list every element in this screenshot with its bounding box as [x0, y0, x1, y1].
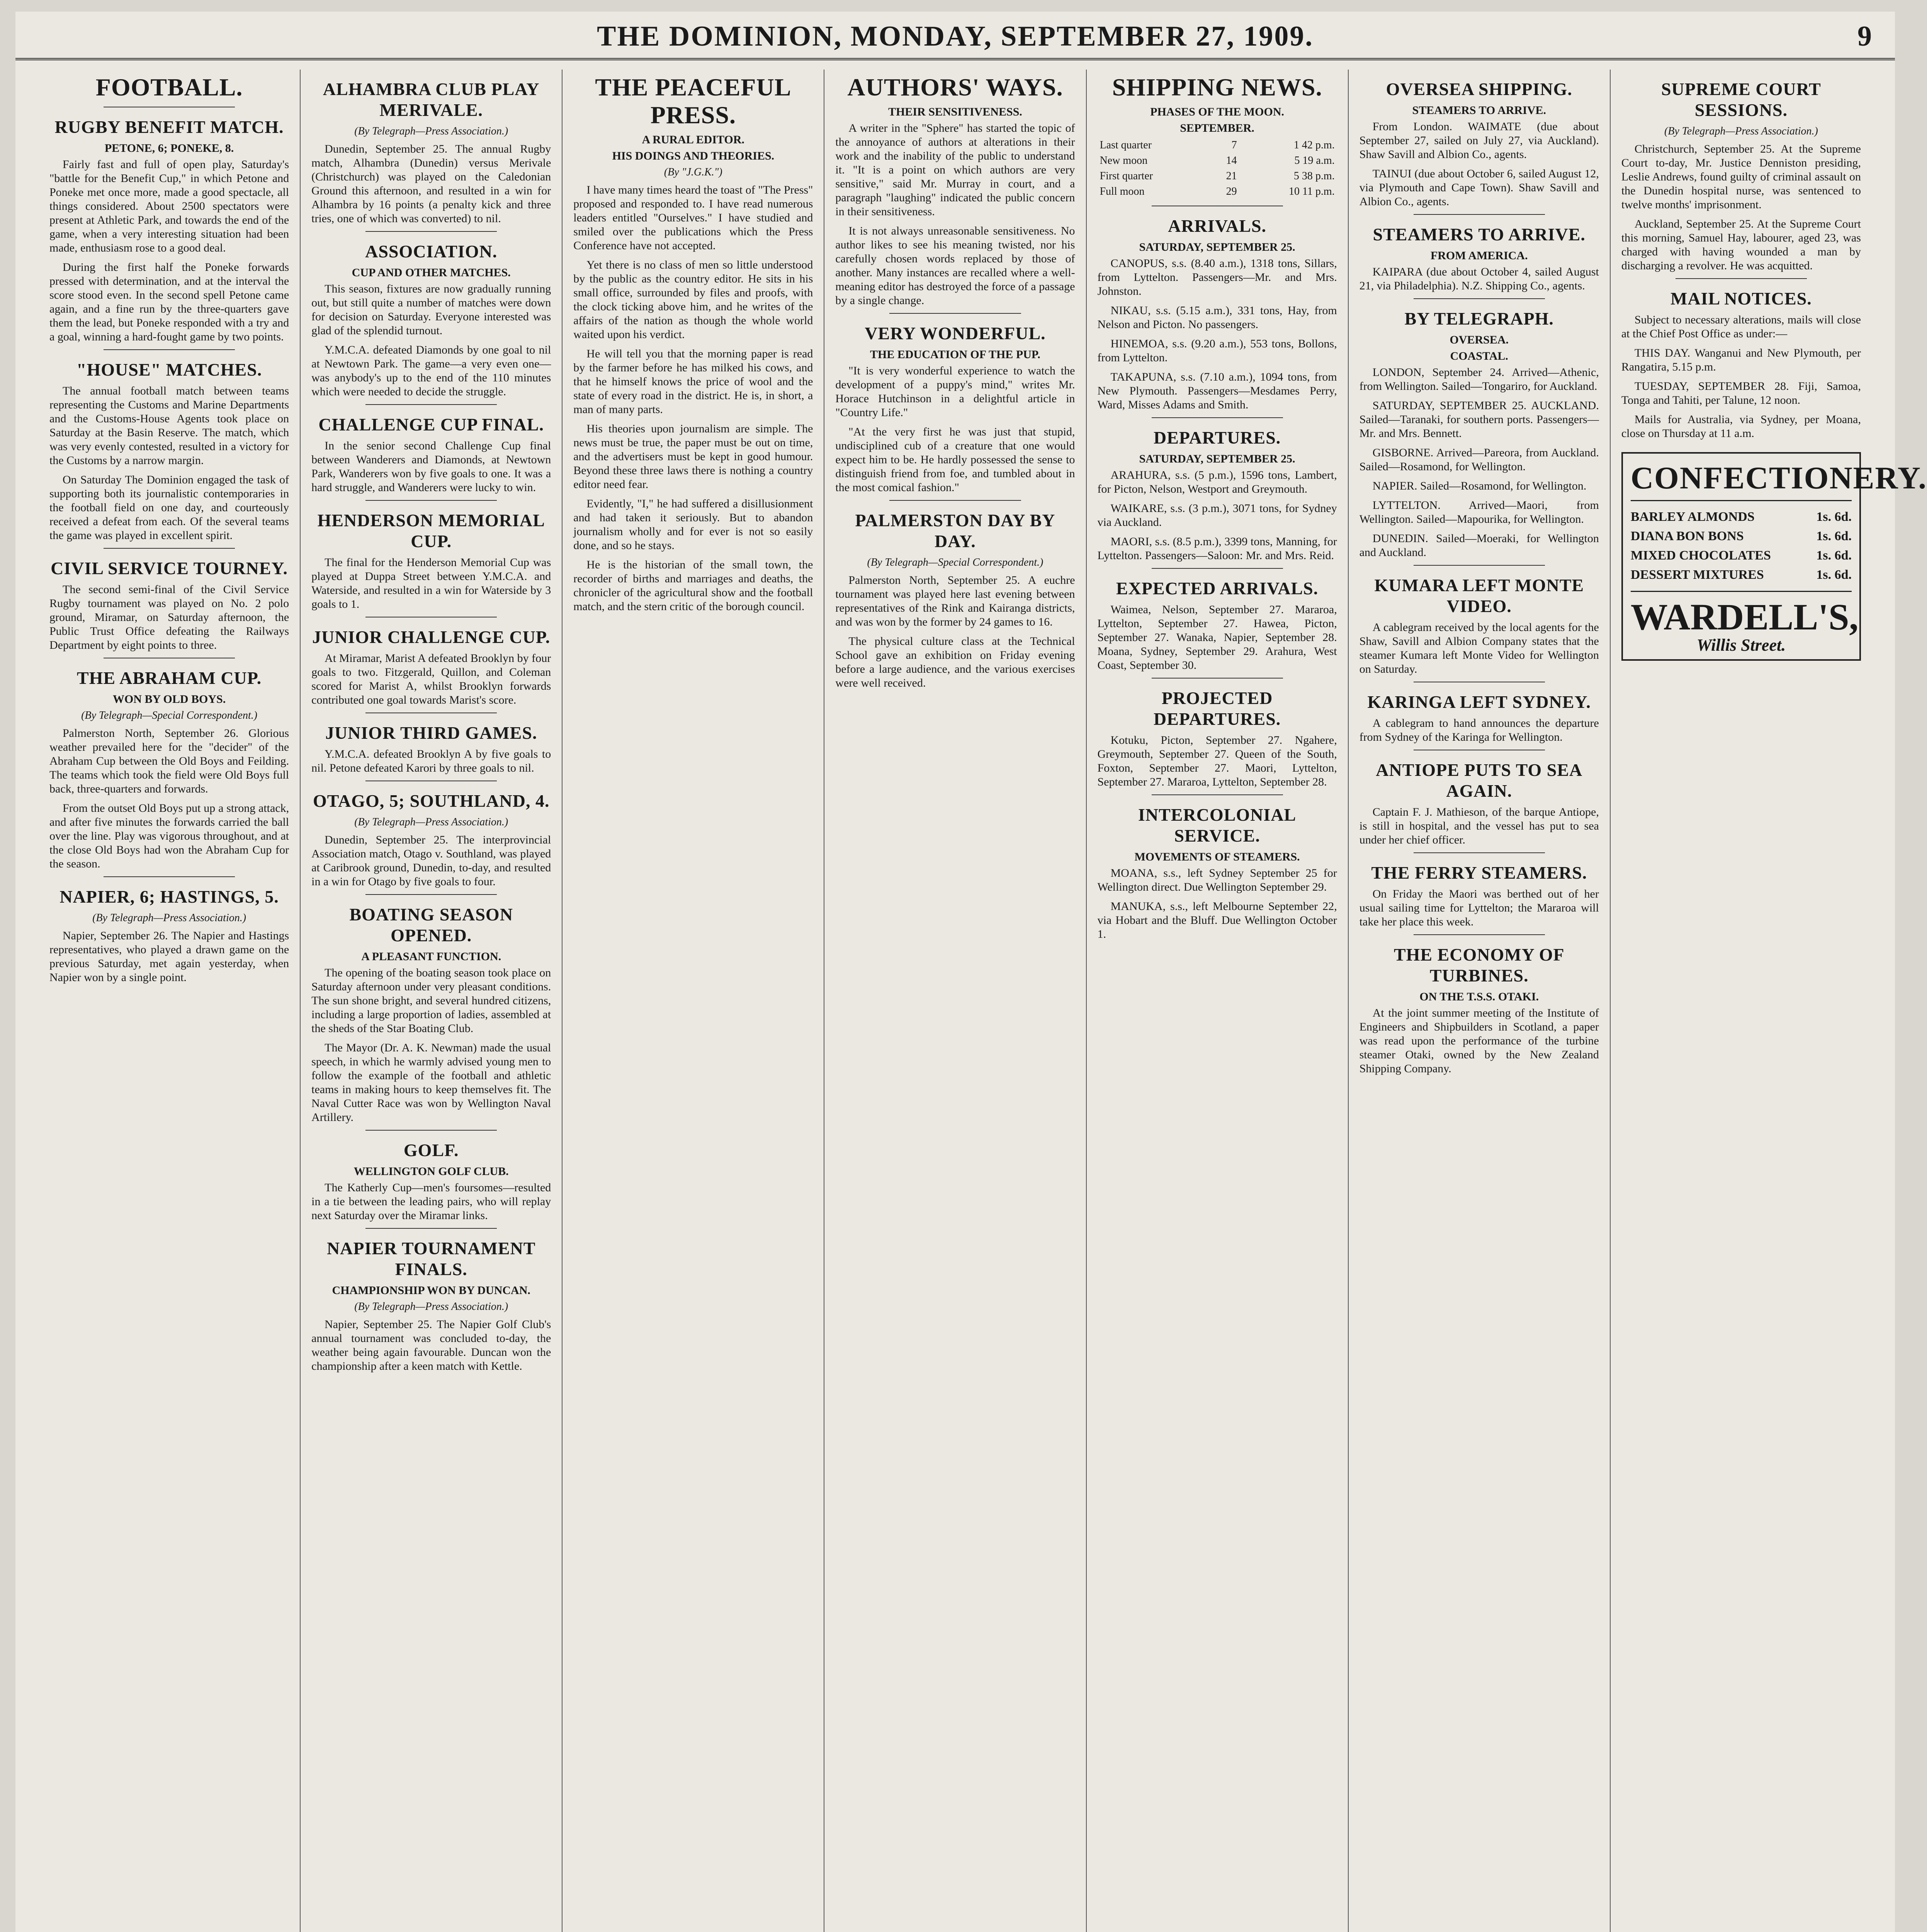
section-divider [1676, 278, 1807, 279]
section-divider [1152, 794, 1283, 795]
masthead [15, 12, 1895, 60]
article-paragraph: Y.M.C.A. defeated Diamonds by one goal to nil at Newtown Park. The game—a very even one—was anybody's up to the end of the 110 minutes which were needed to decide the struggle. [311, 344, 551, 398]
section-divider [104, 876, 235, 877]
article-paragraph: This season, fixtures are now gradually running out, but still quite a number of matches were down for decision on Saturday. Everyone interested was glad of the splendid turnout. [311, 282, 551, 337]
moon-phase-day: 14 [1226, 155, 1237, 167]
column-2 [301, 70, 562, 1932]
section-heading: PROJECTED DEPARTURES. [1153, 688, 1281, 729]
column-container [39, 70, 1927, 1932]
article-paragraph: GISBORNE. Arrived—Pareora, from Auckland. Sailed—Rosamond, for Wellington. [1359, 446, 1599, 473]
section-subheading: HIS DOINGS AND THEORIES. [612, 150, 775, 162]
section-heading: BY TELEGRAPH. [1404, 309, 1554, 328]
newspaper-page [15, 12, 1927, 1932]
advert-item [1631, 527, 1852, 546]
section-divider [365, 231, 497, 232]
section-heading: OVERSEA SHIPPING. [1386, 79, 1572, 99]
article-paragraph: The final for the Henderson Memorial Cup was played at Duppa Street between Y.M.C.A. and Waterside, and resulted in a win for Waterside by 3 goals to 1. [311, 556, 551, 611]
section-divider [104, 548, 235, 549]
article-paragraph: Mails for Australia, via Sydney, per Moana, close on Thursday at 11 a.m. [1621, 413, 1861, 440]
moon-phase-name: New moon [1099, 155, 1148, 167]
section-divider [1152, 568, 1283, 569]
article-paragraph: A writer in the "Sphere" has started the topic of the annoyance of authors at alterations in their work and the inability of the public to understand it. "It is a point on which authors are very sensitive," said Mr. Murray in court, and a paragraph "laughing" indicated the public concern in their sensitiveness. [835, 122, 1075, 218]
section-byline: (By Telegraph—Press Association.) [354, 125, 508, 137]
section-subheading: SEPTEMBER. [1180, 122, 1254, 134]
article-paragraph: THIS DAY. Wanganui and New Plymouth, per Rangatira, 5.15 p.m. [1621, 347, 1861, 373]
article-paragraph: MAORI, s.s. (8.5 p.m.), 3399 tons, Manning, for Lyttelton. Passengers—Saloon: Mr. and Mrs. Reid. [1097, 535, 1337, 562]
article-paragraph: The annual football match between teams representing the Customs and Marine Departments and the Customs-House Agents took place on Saturday at the Basin Reserve. The match, which was very evenly contested, resulted in a victory for the Customs by a narrow margin. [49, 384, 289, 467]
section-heading: BOATING SEASON OPENED. [349, 905, 513, 945]
column-1 [39, 70, 301, 1932]
moon-phase-day: 29 [1226, 185, 1237, 197]
moon-phase-time: 1 42 p.m. [1293, 139, 1335, 151]
section-divider [1414, 934, 1545, 935]
section-heading: SHIPPING NEWS. [1112, 73, 1322, 101]
article-paragraph: Evidently, "I," he had suffered a disillusionment and had taken it seriously. But to abandon journalism wholly and for ever is not so easily done, and so he stays. [573, 497, 813, 552]
section-divider [889, 313, 1021, 314]
article-paragraph: The Mayor (Dr. A. K. Newman) made the usual speech, in which he warmly advised young men to follow the example of the football and athletic teams in making hours to keep themselves fit. The Naval Cutter Race was won by Wellington Naval Artillery. [311, 1041, 551, 1124]
article-paragraph: NAPIER. Sailed—Rosamond, for Wellington. [1372, 480, 1587, 492]
article-paragraph: KAIPARA (due about October 4, sailed August 21, via Philadelphia). N.Z. Shipping Co., agents. [1359, 265, 1599, 292]
section-subheading: THE EDUCATION OF THE PUP. [870, 348, 1040, 361]
section-subheading: A PLEASANT FUNCTION. [361, 950, 501, 963]
moon-phase-row [1098, 184, 1337, 199]
section-heading: VERY WONDERFUL. [865, 323, 1046, 343]
section-subheading: WELLINGTON GOLF CLUB. [353, 1165, 509, 1178]
article-paragraph: SATURDAY, SEPTEMBER 25. AUCKLAND. Sailed—Taranaki, for southern ports. Passengers—Mr. and Mrs. Bennett. [1359, 399, 1599, 440]
section-heading: CIVIL SERVICE TOURNEY. [51, 558, 288, 578]
article-paragraph: Palmerston North, September 25. A euchre tournament was played here last evening between representatives of the Rink and Kairanga districts, and was won by the former by 24 games to 16. [835, 574, 1075, 628]
section-divider [1414, 565, 1545, 566]
section-byline: (By Telegraph—Press Association.) [354, 1301, 508, 1313]
article-paragraph: On Saturday The Dominion engaged the task of supporting both its journalistic contemporaries in the football field on one day, and courteously received a defeat from each. Of the several teams the game was played in excellent spirit. [49, 473, 289, 542]
article-paragraph: WAIKARE, s.s. (3 p.m.), 3071 tons, for Sydney via Auckland. [1097, 502, 1337, 529]
advert-item-name: MIXED CHOCOLATES [1630, 548, 1771, 563]
moon-phase-time: 5 19 a.m. [1294, 155, 1335, 167]
article-paragraph: At Miramar, Marist A defeated Brooklyn by four goals to two. Fitzgerald, Quillon, and Coleman scored for Marist A, whilst Brooklyn forwards contributed one goal towards Marist's score. [311, 652, 551, 706]
section-subheading: PHASES OF THE MOON. [1150, 105, 1284, 118]
section-byline: (By Telegraph—Press Association.) [92, 912, 246, 924]
article-paragraph: HINEMOA, s.s. (9.20 a.m.), 553 tons, Bollons, from Lyttelton. [1097, 337, 1337, 364]
section-heading: FOOTBALL. [95, 73, 243, 101]
article-paragraph: NIKAU, s.s. (5.15 a.m.), 331 tons, Hay, from Nelson and Picton. No passengers. [1097, 304, 1337, 331]
article-paragraph: The physical culture class at the Technical School gave an exhibition on Friday evening before a large audience, and the various exercises were well received. [835, 635, 1075, 689]
moon-phase-day: 21 [1226, 170, 1237, 182]
article-paragraph: At the joint summer meeting of the Institute of Engineers and Shipbuilders in Scotland, a paper was read upon the performance of the turbine steamer Otaki, owned by the New Zealand Shipping Company. [1359, 1007, 1599, 1075]
advert-item [1631, 546, 1852, 565]
section-heading: NAPIER, 6; HASTINGS, 5. [59, 887, 279, 906]
article-paragraph: Y.M.C.A. defeated Brooklyn A by five goals to nil. Petone defeated Karori by three goals to nil. [311, 748, 551, 774]
advert-title: CONFECTIONERY. [1631, 461, 1852, 501]
section-subheading: THEIR SENSITIVENESS. [888, 105, 1022, 118]
section-byline: (By Telegraph—Special Correspondent.) [867, 556, 1043, 568]
article-paragraph: On Friday the Maori was berthed out of her usual sailing time for Lyttelton; the Mararoa will take her place this week. [1359, 888, 1599, 928]
article-paragraph: A cablegram received by the local agents for the Shaw, Savill and Albion Company states that the steamer Kumara left Monte Video for Wellington on Saturday. [1359, 621, 1599, 675]
section-subheading: PETONE, 6; PONEKE, 8. [104, 142, 234, 155]
section-subheading: CUP AND OTHER MATCHES. [352, 266, 511, 279]
section-divider [365, 1130, 497, 1131]
article-paragraph: From London. WAIMATE (due about September 27, sailed on July 27, via Auckland). Shaw Savill and Albion Co., agents. [1359, 120, 1599, 161]
section-divider [365, 404, 497, 405]
article-paragraph: Dunedin, September 25. The interprovincial Association match, Otago v. Southland, was played at Caribrook ground, Dunedin, to-day, and resulted in a win for Otago by five goals to four. [311, 833, 551, 888]
article-paragraph: TUESDAY, SEPTEMBER 28. Fiji, Samoa, Tonga and Tahiti, per Talune, 12 noon. [1621, 380, 1861, 406]
advert-item-name: DESSERT MIXTURES [1630, 568, 1764, 582]
section-subheading: FROM AMERICA. [1430, 249, 1528, 262]
moon-phase-name: Full moon [1099, 185, 1145, 197]
article-paragraph: The opening of the boating season took place on Saturday afternoon under very pleasant conditions. The sun shone bright, and several hundred citizens, including a large proportion of ladies, assembled at the sheds of the Star Boating Club. [311, 966, 551, 1035]
moon-phase-row [1098, 138, 1337, 153]
advert-item-price: 1s. 6d. [1816, 568, 1852, 582]
section-heading: THE ECONOMY OF TURBINES. [1393, 945, 1565, 985]
moon-phase-row [1098, 168, 1337, 184]
article-paragraph: He will tell you that the morning paper is read by the farmer before he has milked his cows, and that he himself knows the price of wool and the state of every road in the district. He is, in short, a man of many parts. [573, 347, 813, 416]
section-divider [1152, 678, 1283, 679]
advert-item-price: 1s. 6d. [1816, 529, 1852, 543]
advert-item-price: 1s. 6d. [1816, 510, 1852, 524]
moon-phase-time: 5 38 p.m. [1293, 170, 1335, 182]
confectionery-advert [1621, 452, 1927, 661]
article-paragraph: Waimea, Nelson, September 27. Mararoa, Lyttelton, September 27. Hawea, Picton, September 27. Wanaka, Napier, September 28. Moana, Sydney, September 29. Arahura, West Coast, September 30. [1097, 603, 1337, 672]
section-divider [889, 500, 1021, 501]
section-byline: (By Telegraph—Press Association.) [1664, 125, 1818, 137]
article-paragraph: Christchurch, September 25. At the Supreme Court to-day, Mr. Justice Denniston presiding, Leslie Andrews, found guilty of criminal assault on the Dunedin hospital nurse, was sentenced to twelve months' imprisonment. [1621, 143, 1861, 211]
section-heading: CHALLENGE CUP FINAL. [318, 415, 544, 434]
section-heading: AUTHORS' WAYS. [847, 73, 1063, 101]
page-number: 9 [1857, 20, 1872, 52]
article-paragraph: TAINUI (due about October 6, sailed August 12, via Plymouth and Cape Town). Shaw Savill and Albion Co., agents. [1359, 167, 1599, 208]
section-heading: MAIL NOTICES. [1670, 289, 1812, 308]
article-paragraph: MANUKA, s.s., left Melbourne September 22, via Hobart and the Bluff. Due Wellington October 1. [1097, 900, 1337, 940]
masthead-title: THE DOMINION, MONDAY, SEPTEMBER 27, 1909. [597, 20, 1314, 52]
section-subheading: SATURDAY, SEPTEMBER 25. [1139, 241, 1295, 253]
section-subheading: CHAMPIONSHIP WON BY DUNCAN. [332, 1284, 530, 1297]
section-divider [365, 894, 497, 895]
moon-phase-day: 7 [1231, 139, 1237, 151]
section-heading: GOLF. [403, 1140, 459, 1160]
article-paragraph: Napier, September 26. The Napier and Hastings representatives, who played a drawn game on the previous Saturday, met again yesterday, when Napier won by a single point. [49, 929, 289, 984]
article-paragraph: Subject to necessary alterations, mails will close at the Chief Post Office as under:— [1621, 313, 1861, 340]
article-paragraph: His theories upon journalism are simple. The news must be true, the paper must be out on time, and the advertisers must be kept in good humour. Beyond these three laws there is nothing a country editor need fear. [573, 422, 813, 491]
section-byline: (By Telegraph—Press Association.) [354, 816, 508, 828]
section-heading: INTERCOLONIAL SERVICE. [1138, 805, 1297, 845]
article-paragraph: TAKAPUNA, s.s. (7.10 a.m.), 1094 tons, from New Plymouth. Passengers—Mesdames Perry, Ward, Misses Adams and Smith. [1097, 371, 1337, 411]
moon-phase-name: Last quarter [1099, 139, 1152, 151]
column-7 [1611, 70, 1927, 1932]
section-heading: HENDERSON MEMORIAL CUP. [317, 510, 545, 551]
section-subheading: MOVEMENTS OF STEAMERS. [1134, 850, 1300, 863]
article-paragraph: LONDON, September 24. Arrived—Athenic, from Wellington. Sailed—Tongariro, for Auckland. [1359, 366, 1599, 393]
section-heading: KUMARA LEFT MONTE VIDEO. [1374, 575, 1584, 616]
column-4 [824, 70, 1086, 1932]
article-paragraph: From the outset Old Boys put up a strong attack, and after five minutes the forwards carried the ball over the line. Play was vigorous throughout, and at the close Old Boys had won the Abraham Cup for the season. [49, 802, 289, 870]
advert-item-name: BARLEY ALMONDS [1630, 510, 1755, 524]
section-heading: EXPECTED ARRIVALS. [1116, 578, 1319, 598]
column-6 [1349, 70, 1611, 1932]
section-divider [1152, 417, 1283, 418]
article-paragraph: Dunedin, September 25. The annual Rugby match, Alhambra (Dunedin) versus Merivale (Christchurch) was played on the Caledonian Ground this afternoon, and resulted in a win for Alhambra by 16 points (a penalty kick and three tries, one of which was converted) to nil. [311, 143, 551, 225]
article-paragraph: During the first half the Poneke forwards pressed with determination, and at the interval the score stood even. In the second spell Petone came again, and a fine run by the three-quarters gave them the lead, but Poneke responded with a try and a goal, winning a hard-fought game by two points. [49, 261, 289, 343]
section-heading: RUGBY BENEFIT MATCH. [54, 117, 284, 137]
advert-item [1631, 565, 1852, 585]
section-divider [1414, 214, 1545, 215]
section-divider [365, 1228, 497, 1229]
section-subheading: STEAMERS TO ARRIVE. [1412, 104, 1546, 117]
column-3 [562, 70, 824, 1932]
advert-item [1631, 507, 1852, 527]
column-5 [1087, 70, 1349, 1932]
section-heading: SUPREME COURT SESSIONS. [1661, 79, 1821, 120]
article-paragraph: ARAHURA, s.s. (5 p.m.), 1596 tons, Lambert, for Picton, Nelson, Westport and Greymouth. [1097, 469, 1337, 495]
section-heading: THE ABRAHAM CUP. [76, 668, 262, 688]
section-divider [365, 500, 497, 501]
section-subheading: SATURDAY, SEPTEMBER 25. [1139, 452, 1295, 465]
moon-phase-table [1098, 138, 1337, 199]
section-heading: THE PEACEFUL PRESS. [595, 73, 792, 129]
article-paragraph: He is the historian of the small town, the recorder of births and marriages and deaths, the chronicler of the agricultural show and the football match, and the stern critic of the borough council. [573, 558, 813, 613]
section-divider [1414, 852, 1545, 853]
article-paragraph: "It is very wonderful experience to watch the development of a puppy's mind," writes Mr. Horace Hutchinson in a delightful article in "Country Life." [835, 364, 1075, 419]
article-paragraph: DUNEDIN. Sailed—Moeraki, for Wellington and Auckland. [1359, 532, 1599, 559]
section-divider [1414, 298, 1545, 299]
section-byline: (By Telegraph—Special Correspondent.) [81, 709, 258, 721]
section-heading: ASSOCIATION. [365, 242, 498, 261]
article-paragraph: It is not always unreasonable sensitiveness. No author likes to see his meaning twisted, nor his carefully chosen words replaced by those of another. Many instances are recalled where a well-meaning editor has destroyed the force of a passage by a single change. [835, 224, 1075, 307]
article-paragraph: I have many times heard the toast of "The Press" proposed and responded to. I have read numerous leaders entitled "Ourselves." I have studied and smiled over the publications which the Press Conference have not accepted. [573, 184, 813, 252]
advert-street: Willis Street. [1696, 636, 1786, 655]
section-subheading: A RURAL EDITOR. [642, 133, 745, 146]
article-paragraph: "At the very first he was just that stupid, undisciplined cub of a creature that one would expect him to be. He hardly possessed the sense to distinguish friend from foe, and tumbled about in the most comical fashion." [835, 425, 1075, 494]
section-heading: PALMERSTON DAY BY DAY. [855, 510, 1055, 551]
moon-phase-time: 10 11 p.m. [1288, 185, 1335, 197]
section-heading: ARRIVALS. [1168, 216, 1267, 236]
article-paragraph: Captain F. J. Mathieson, of the barque Antiope, is still in hospital, and the vessel has put to sea under her chief officer. [1359, 806, 1599, 846]
section-subheading: ON THE T.S.S. OTAKI. [1419, 990, 1539, 1003]
advert-item-name: DIANA BON BONS [1630, 529, 1744, 543]
section-heading: THE FERRY STEAMERS. [1371, 863, 1587, 883]
article-paragraph: Kotuku, Picton, September 27. Ngahere, Greymouth, September 27. Queen of the South, Foxton, September 27. Maori, Lyttelton, September 27. Mararoa, Lyttelton, September 28. [1097, 734, 1337, 788]
section-heading: JUNIOR CHALLENGE CUP. [312, 627, 551, 647]
article-paragraph: MOANA, s.s., left Sydney September 25 for Wellington direct. Due Wellington September 29. [1097, 867, 1337, 893]
article-paragraph: The Katherly Cup—men's foursomes—resulted in a tie between the leading pairs, who will replay next Saturday over the Miramar links. [311, 1181, 551, 1222]
section-heading: ALHAMBRA CLUB PLAY MERIVALE. [323, 79, 540, 120]
advert-item-price: 1s. 6d. [1816, 548, 1852, 563]
article-paragraph: In the senior second Challenge Cup final between Wanderers and Diamonds, at Newtown Park, Wanderers won by five goals to one. It was a hard struggle, and Wanderers were lucky to win. [311, 439, 551, 494]
moon-phase-name: First quarter [1099, 170, 1153, 182]
advert-item-list [1631, 507, 1852, 585]
section-heading: JUNIOR THIRD GAMES. [325, 723, 537, 743]
article-paragraph: Napier, September 25. The Napier Golf Club's annual tournament was concluded to-day, the weather being again favourable. Duncan won the championship after a keen match with Kettle. [311, 1318, 551, 1372]
article-paragraph: CANOPUS, s.s. (8.40 a.m.), 1318 tons, Sillars, from Lyttelton. Passengers—Mr. and Mrs. Johnston. [1097, 257, 1337, 298]
article-paragraph: Palmerston North, September 26. Glorious weather prevailed here for the "decider" of the Abraham Cup between the Old Boys and Feilding. The teams which took the field were Old Boys full back, three-quarters and forwards. [49, 727, 289, 795]
section-heading: STEAMERS TO ARRIVE. [1373, 224, 1585, 244]
article-paragraph: A cablegram to hand announces the departure from Sydney of the Karinga for Wellington. [1359, 717, 1599, 743]
article-paragraph: Fairly fast and full of open play, Saturday's "battle for the Benefit Cup," in which Petone and Poneke met once more, made a good spectacle, all things considered. About 2500 spectators were present at Athletic Park, and towards the end of the game, when a very interesting situation had been made, enthusiasm rose to a good deal. [49, 158, 289, 254]
article-paragraph: LYTTELTON. Arrived—Maori, from Wellington. Sailed—Mapourika, for Wellington. [1359, 499, 1599, 526]
moon-phase-row [1098, 153, 1337, 168]
section-byline: (By "J.G.K.") [664, 166, 722, 178]
article-paragraph: The second semi-final of the Civil Service Rugby tournament was played on No. 2 polo ground, Miramar, on Saturday afternoon, the Public Trust Office defeating the Railways Department by eight points to three. [49, 583, 289, 651]
article-paragraph: Yet there is no class of men so little understood by the public as the country editor. He sits in his small office, surrounded by files and proofs, with the clock ticking above him, and he writes of the affairs of the nation as though the whole world waited upon his verdict. [573, 259, 813, 341]
section-heading: "HOUSE" MATCHES. [76, 360, 262, 379]
section-heading: DEPARTURES. [1153, 428, 1281, 447]
section-subheading: WON BY OLD BOYS. [112, 693, 226, 706]
section-subheading: COASTAL. [1450, 350, 1508, 362]
section-heading: KARINGA LEFT SYDNEY. [1367, 692, 1591, 712]
section-divider [104, 349, 235, 350]
section-heading: ANTIOPE PUTS TO SEA AGAIN. [1376, 760, 1583, 801]
advert-brand: WARDELL'S, [1631, 591, 1852, 638]
section-subheading: OVERSEA. [1449, 333, 1509, 346]
section-heading: OTAGO, 5; SOUTHLAND, 4. [313, 791, 550, 811]
article-paragraph: Auckland, September 25. At the Supreme Court this morning, Samuel Hay, labourer, aged 23, was charged with having wounded a man by discharging a revolver. He was acquitted. [1621, 218, 1861, 272]
section-heading: NAPIER TOURNAMENT FINALS. [326, 1238, 536, 1279]
